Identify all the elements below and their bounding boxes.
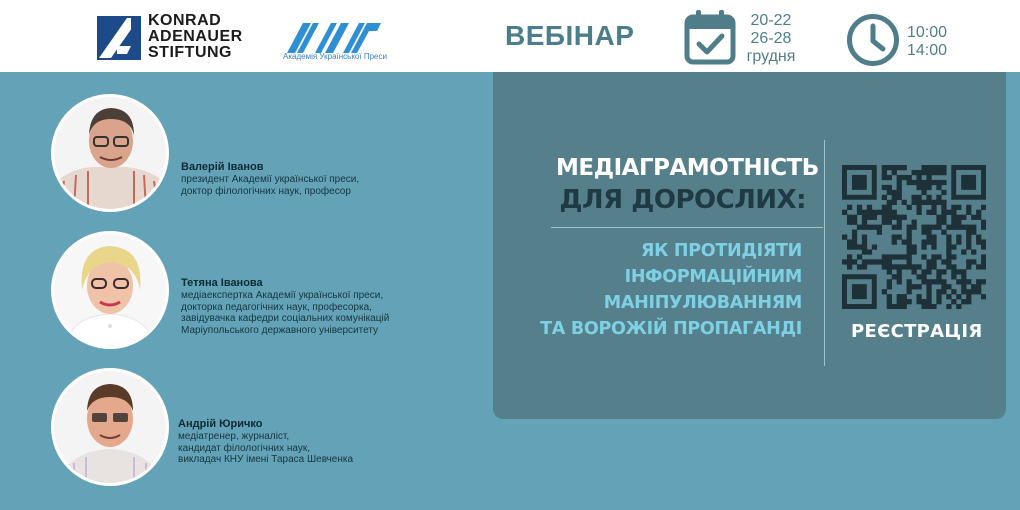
speaker-1-line-1: президент Академії української преси, — [181, 174, 360, 185]
header-bar — [0, 0, 1020, 72]
speaker-1-photo — [51, 94, 169, 212]
academy-caption: Академія Української Преси — [283, 52, 387, 61]
date-month: грудня — [746, 48, 796, 65]
course-title-line-2: ДЛЯ ДОРОСЛИХ: — [559, 185, 806, 215]
date-range-1: 20-22 — [750, 12, 792, 29]
clock-icon — [846, 13, 900, 67]
konrad-adenauer-logo-text — [148, 13, 243, 61]
time-start-1: 10:00 — [907, 24, 948, 41]
speaker-2-line-1: медіаекспертка Академії української преси, — [181, 290, 384, 301]
speaker-1-line-2: доктор філологічних наук, професор — [181, 185, 351, 197]
speaker-2-info — [181, 277, 389, 336]
speaker-3-photo — [51, 368, 169, 486]
speaker-2-name: Тетяна Іванова — [181, 277, 263, 289]
speaker-3-info — [178, 418, 353, 466]
calendar-check-icon — [684, 9, 736, 65]
subtitle-line-3: МАНІПУЛЮВАННЯМ — [603, 293, 802, 313]
course-title-line-1: МЕДІАГРАМОТНІСТЬ — [556, 155, 819, 181]
title-divider — [551, 227, 823, 228]
subtitle-line-4: ТА ВОРОЖІЙ ПРОПАГАНДІ — [540, 319, 802, 339]
date-range-2: 26-28 — [750, 30, 792, 47]
speaker-2-photo — [51, 231, 169, 349]
speaker-1-name: Валерій Іванов — [181, 161, 264, 173]
qr-divider — [824, 140, 825, 366]
logo-line-3: STIFTUNG — [148, 44, 232, 61]
registration-qr-code-icon[interactable] — [842, 165, 986, 309]
time-start-2: 14:00 — [907, 42, 948, 59]
speaker-3-name: Андрій Юричко — [178, 418, 263, 430]
speaker-2-line-3: завідувачка кафедри соціальних комунікацій — [181, 313, 390, 324]
course-subtitle — [520, 238, 802, 342]
subtitle-line-2: ІНФОРМАЦІЙНИМ — [624, 267, 802, 287]
speaker-3-line-3: викладач КНУ імені Тараса Шевченка — [178, 454, 354, 465]
logo-line-2: ADENAUER — [148, 28, 243, 45]
speaker-1-info — [181, 161, 359, 197]
logo-line-1: KONRAD — [148, 12, 222, 29]
konrad-adenauer-logo-icon — [97, 16, 141, 60]
webinar-times — [907, 24, 947, 60]
speaker-3-line-2: кандидат філологічних наук, — [178, 442, 310, 454]
speaker-2-line-2: докторка педагогічних наук, професорка, — [181, 301, 372, 313]
speaker-3-line-1: медіатренер, журналіст, — [178, 431, 290, 442]
webinar-dates — [745, 12, 797, 66]
speaker-2-line-4: Маріупольського державного університету — [181, 324, 379, 336]
webinar-label: ВЕБІНАР — [505, 20, 635, 51]
registration-label[interactable]: РЕЄСТРАЦІЯ — [851, 321, 983, 342]
subtitle-line-1: ЯК ПРОТИДІЯТИ — [640, 241, 802, 261]
